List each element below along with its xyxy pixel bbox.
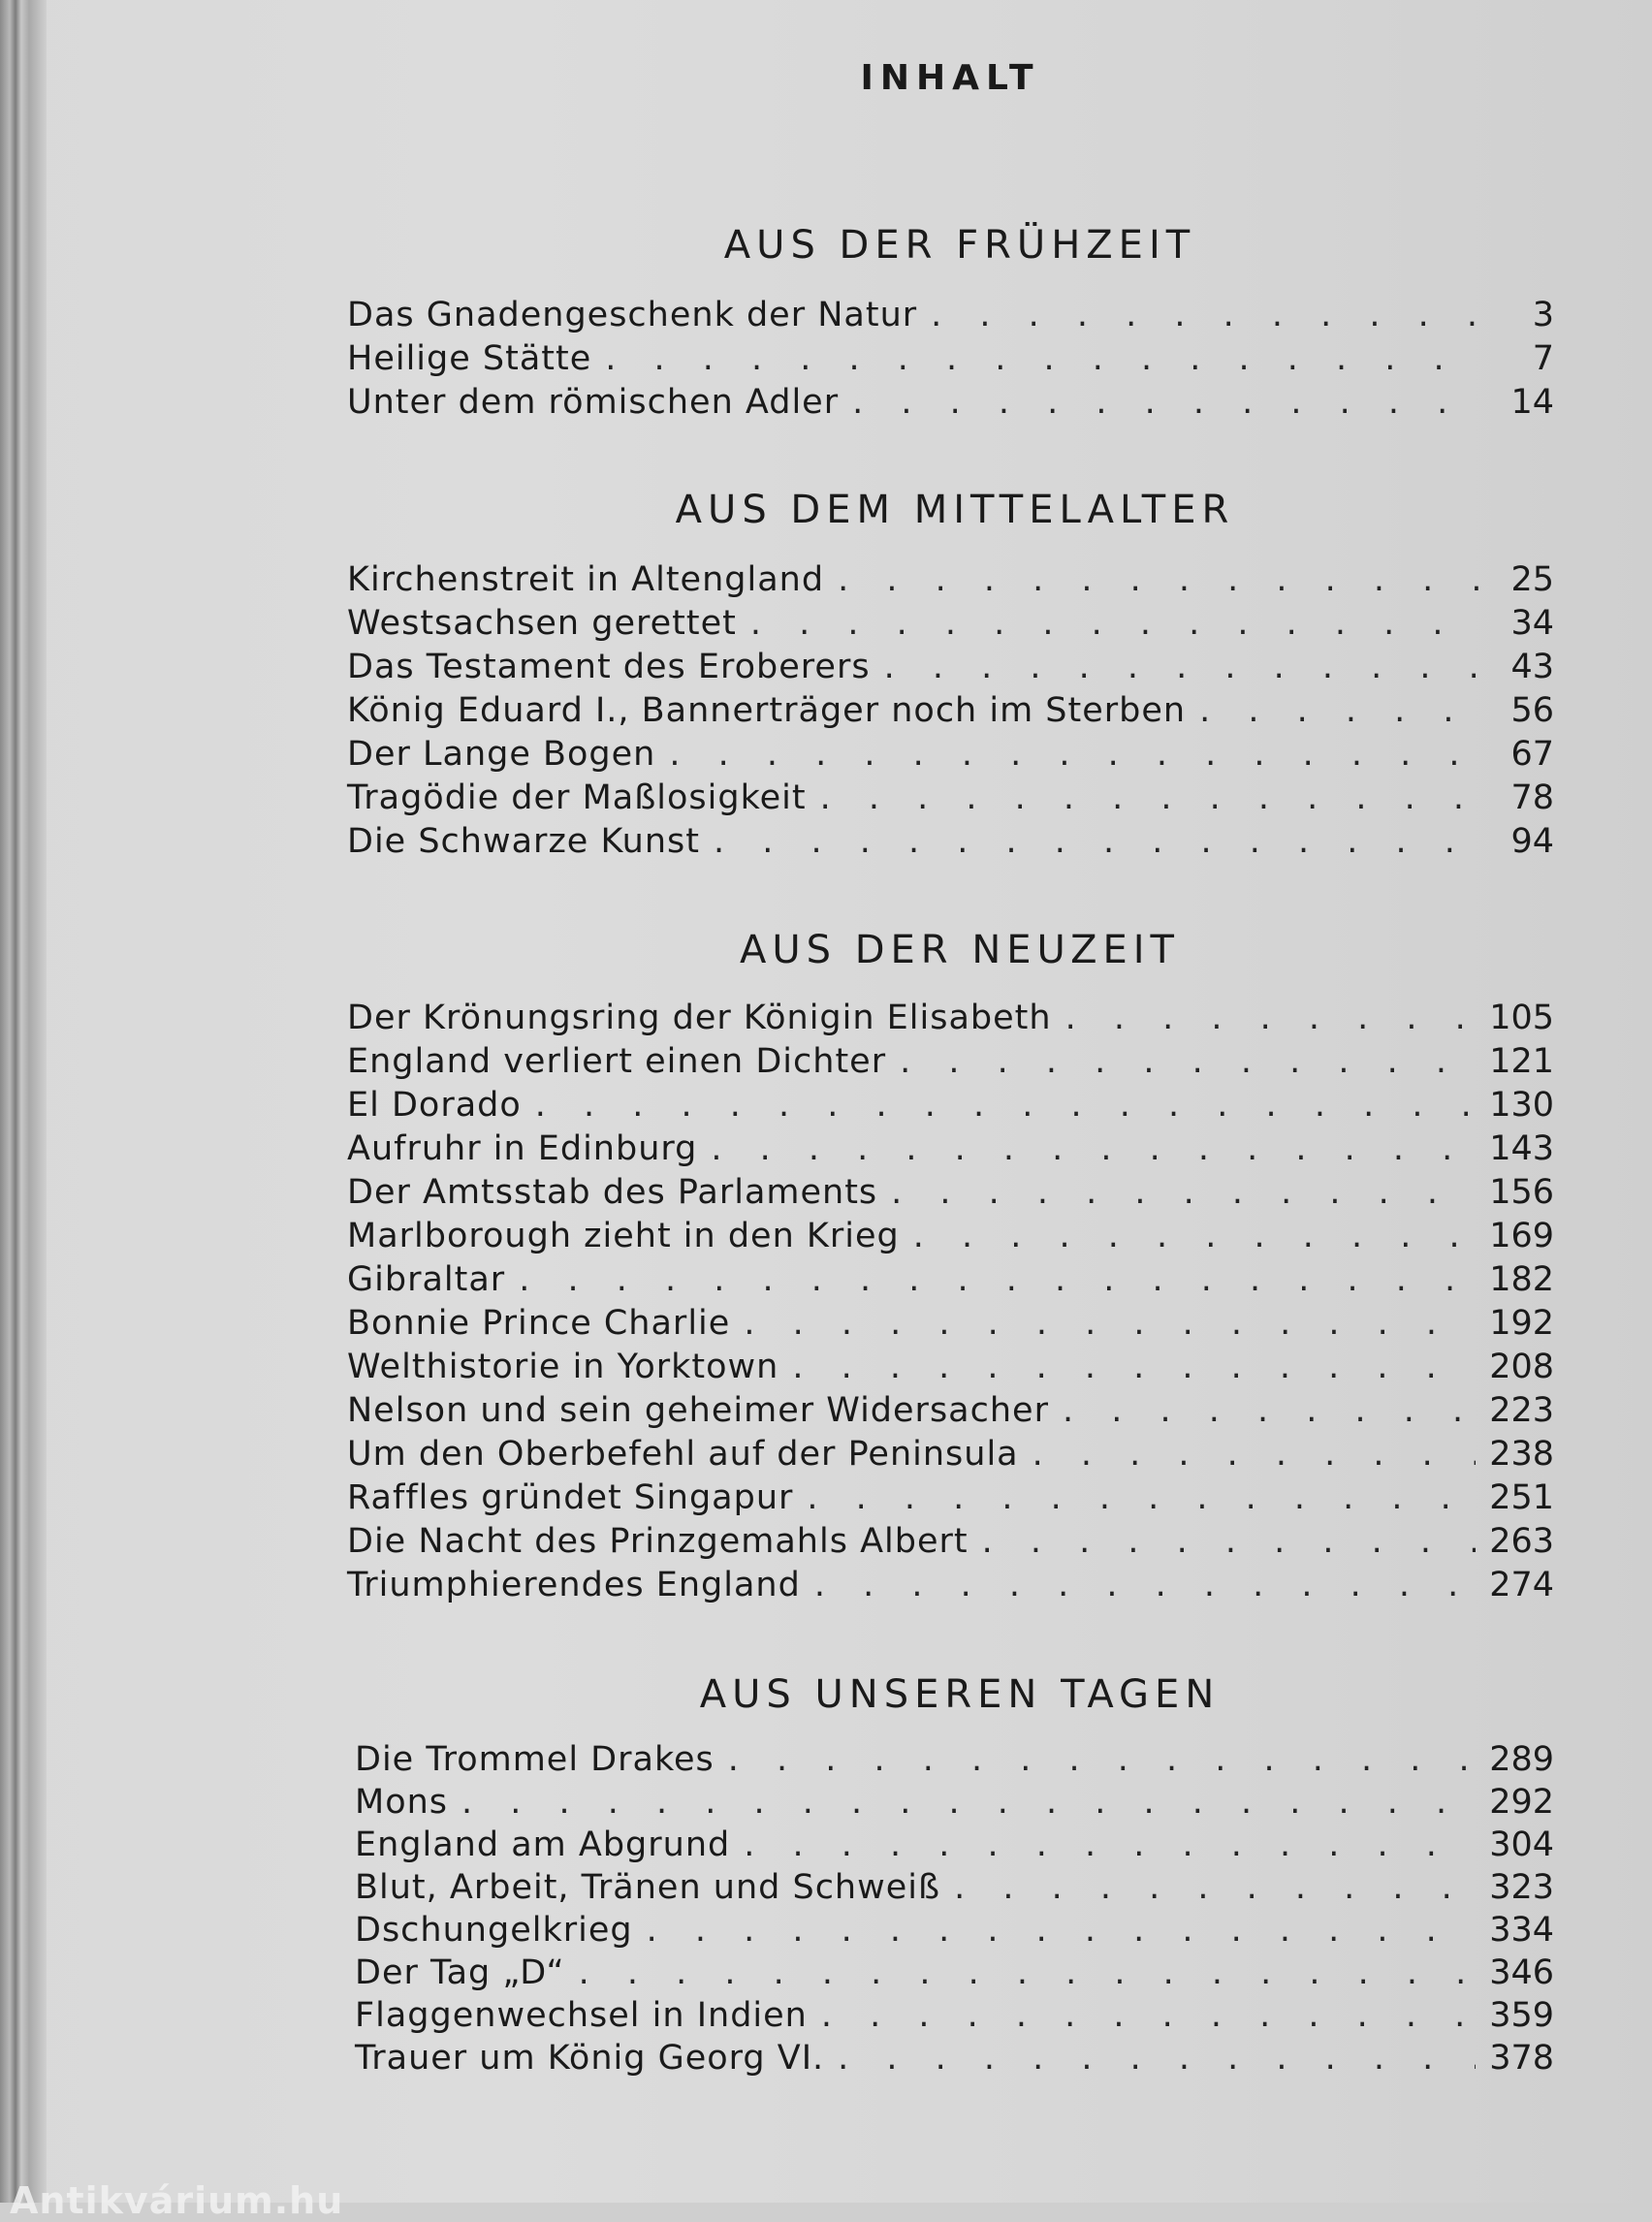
toc-entry (355, 1953, 1554, 1996)
dot-leader (852, 383, 1482, 422)
section-heading-unseren-tagen: AUS UNSEREN TAGEN (699, 1672, 1221, 1717)
dot-leader (884, 648, 1482, 686)
toc-entry (347, 999, 1554, 1042)
dot-leader (954, 1868, 1476, 1907)
entry-title: El Dorado (347, 1086, 522, 1125)
dot-leader (711, 1129, 1476, 1168)
entry-page-number: 14 (1510, 383, 1554, 422)
entry-title: Nelson und sein geheimer Widersacher (347, 1391, 1049, 1430)
toc-entry (347, 1260, 1554, 1304)
dot-leader (744, 1304, 1476, 1343)
toc-entry (347, 1566, 1554, 1609)
entry-page-number: 263 (1489, 1522, 1554, 1561)
section-heading-fruehzeit: AUS DER FRÜHZEIT (723, 223, 1196, 268)
entry-title: Die Schwarze Kunst (347, 822, 701, 861)
toc-entry (347, 1173, 1554, 1217)
entry-page-number: 334 (1489, 1911, 1554, 1950)
dot-leader (821, 1996, 1476, 2035)
dot-leader (814, 1566, 1476, 1604)
entry-title: Trauer um König Georg VI. (355, 2039, 825, 2078)
toc-entry (347, 648, 1554, 691)
toc-entry (347, 1217, 1554, 1260)
dot-leader (982, 1522, 1477, 1561)
entry-page-number: 94 (1510, 822, 1554, 861)
toc-entry (355, 2039, 1554, 2081)
section-list-mittelalter (347, 560, 1554, 866)
entry-page-number: 7 (1532, 339, 1554, 378)
toc-entry (347, 735, 1554, 778)
toc-entry (355, 1783, 1554, 1825)
dot-leader (605, 339, 1482, 378)
toc-entry (347, 296, 1554, 339)
entry-page-number: 143 (1489, 1129, 1554, 1168)
section-list-unseren-tagen (355, 1740, 1554, 2081)
entry-title: Dschungelkrieg (355, 1911, 633, 1950)
toc-entry (355, 1740, 1554, 1783)
entry-title: Kirchenstreit in Altengland (347, 560, 825, 599)
toc-entry (347, 1129, 1554, 1173)
toc-entry (347, 1391, 1554, 1435)
entry-page-number: 121 (1489, 1042, 1554, 1081)
entry-title: England verliert einen Dichter (347, 1042, 887, 1081)
entry-page-number: 192 (1489, 1304, 1554, 1343)
entry-page-number: 289 (1489, 1740, 1554, 1779)
entry-page-number: 223 (1489, 1391, 1554, 1430)
entry-page-number: 251 (1489, 1478, 1554, 1517)
entry-page-number: 105 (1489, 999, 1554, 1037)
entry-page-number: 67 (1510, 735, 1554, 774)
entry-page-number: 78 (1510, 778, 1554, 817)
entry-title: Mons (355, 1783, 449, 1822)
section-heading-mittelalter: AUS DEM MITTELALTER (675, 488, 1235, 532)
dot-leader (750, 604, 1482, 643)
dot-leader (744, 1825, 1476, 1864)
entry-title: Bonnie Prince Charlie (347, 1304, 731, 1343)
dot-leader (931, 296, 1482, 334)
toc-entry (347, 778, 1554, 822)
entry-page-number: 56 (1510, 691, 1554, 730)
entry-title: England am Abgrund (355, 1825, 731, 1864)
toc-entry (347, 691, 1554, 735)
toc-entry (347, 1435, 1554, 1478)
dot-leader (461, 1783, 1476, 1822)
entry-page-number: 156 (1489, 1173, 1554, 1212)
entry-page-number: 25 (1510, 560, 1554, 599)
entry-title: Der Krönungsring der Königin Elisabeth (347, 999, 1052, 1037)
dot-leader (579, 1953, 1477, 1992)
entry-title: Heilige Stätte (347, 339, 592, 378)
dot-leader (1199, 691, 1482, 730)
dot-leader (535, 1086, 1476, 1125)
entry-title: Aufruhr in Edinburg (347, 1129, 698, 1168)
entry-title: Der Tag „D“ (355, 1953, 565, 1992)
entry-title: Um den Oberbefehl auf der Peninsula (347, 1435, 1019, 1474)
dot-leader (891, 1173, 1476, 1212)
entry-page-number: 238 (1489, 1435, 1554, 1474)
toc-entry (347, 1086, 1554, 1129)
dot-leader (728, 1740, 1476, 1779)
entry-title: Unter dem römischen Adler (347, 383, 840, 422)
entry-title: Westsachsen gerettet (347, 604, 737, 643)
entry-page-number: 378 (1489, 2039, 1554, 2078)
dot-leader (1065, 999, 1477, 1037)
entry-page-number: 182 (1489, 1260, 1554, 1299)
entry-page-number: 346 (1489, 1953, 1554, 1992)
entry-title: Die Trommel Drakes (355, 1740, 715, 1779)
toc-entry (347, 604, 1554, 648)
entry-page-number: 169 (1489, 1217, 1554, 1255)
page-title: INHALT (860, 58, 1040, 98)
dot-leader (900, 1042, 1476, 1081)
book-spine (0, 0, 47, 2203)
watermark: Antikvárium.hu (10, 2179, 344, 2222)
toc-entry (355, 1825, 1554, 1868)
section-list-fruehzeit (347, 296, 1554, 427)
entry-title: Das Gnadengeschenk der Natur (347, 296, 918, 334)
dot-leader (838, 560, 1482, 599)
entry-page-number: 274 (1489, 1566, 1554, 1604)
section-heading-neuzeit: AUS DER NEUZEIT (739, 928, 1180, 972)
toc-entry (347, 1042, 1554, 1086)
dot-leader (792, 1348, 1476, 1386)
toc-entry (347, 1304, 1554, 1348)
dot-leader (519, 1260, 1476, 1299)
toc-entry (347, 1348, 1554, 1391)
entry-page-number: 3 (1532, 296, 1554, 334)
toc-entry (355, 1911, 1554, 1953)
dot-leader (913, 1217, 1476, 1255)
toc-entry (347, 1522, 1554, 1566)
entry-title: Raffles gründet Singapur (347, 1478, 794, 1517)
toc-entry (347, 560, 1554, 604)
toc-entry (347, 1478, 1554, 1522)
toc-entry (355, 1996, 1554, 2039)
entry-page-number: 323 (1489, 1868, 1554, 1907)
dot-leader (669, 735, 1482, 774)
dot-leader (1032, 1435, 1477, 1474)
toc-entry (347, 383, 1554, 427)
entry-title: Flaggenwechsel in Indien (355, 1996, 808, 2035)
entry-title: Der Lange Bogen (347, 735, 656, 774)
entry-page-number: 304 (1489, 1825, 1554, 1864)
entry-title: Die Nacht des Prinzgemahls Albert (347, 1522, 969, 1561)
entry-title: Welthistorie in Yorktown (347, 1348, 779, 1386)
dot-leader (807, 1478, 1476, 1517)
entry-title: Tragödie der Maßlosigkeit (347, 778, 807, 817)
entry-page-number: 34 (1510, 604, 1554, 643)
entry-title: Gibraltar (347, 1260, 506, 1299)
entry-title: Marlborough zieht in den Krieg (347, 1217, 900, 1255)
section-list-neuzeit (347, 999, 1554, 1609)
entry-title: König Eduard I., Bannerträger noch im Sterben (347, 691, 1187, 730)
dot-leader (1063, 1391, 1476, 1430)
dot-leader (714, 822, 1482, 861)
entry-title: Blut, Arbeit, Tränen und Schweiß (355, 1868, 941, 1907)
entry-page-number: 208 (1489, 1348, 1554, 1386)
toc-entry (347, 339, 1554, 383)
entry-page-number: 43 (1510, 648, 1554, 686)
dot-leader (838, 2039, 1476, 2078)
entry-title: Der Amtsstab des Parlaments (347, 1173, 878, 1212)
dot-leader (820, 778, 1482, 817)
dot-leader (647, 1911, 1477, 1950)
entry-title: Das Testament des Eroberers (347, 648, 871, 686)
entry-page-number: 359 (1489, 1996, 1554, 2035)
toc-entry (355, 1868, 1554, 1911)
toc-entry (347, 822, 1554, 866)
entry-title: Triumphierendes England (347, 1566, 801, 1604)
entry-page-number: 130 (1489, 1086, 1554, 1125)
entry-page-number: 292 (1489, 1783, 1554, 1822)
